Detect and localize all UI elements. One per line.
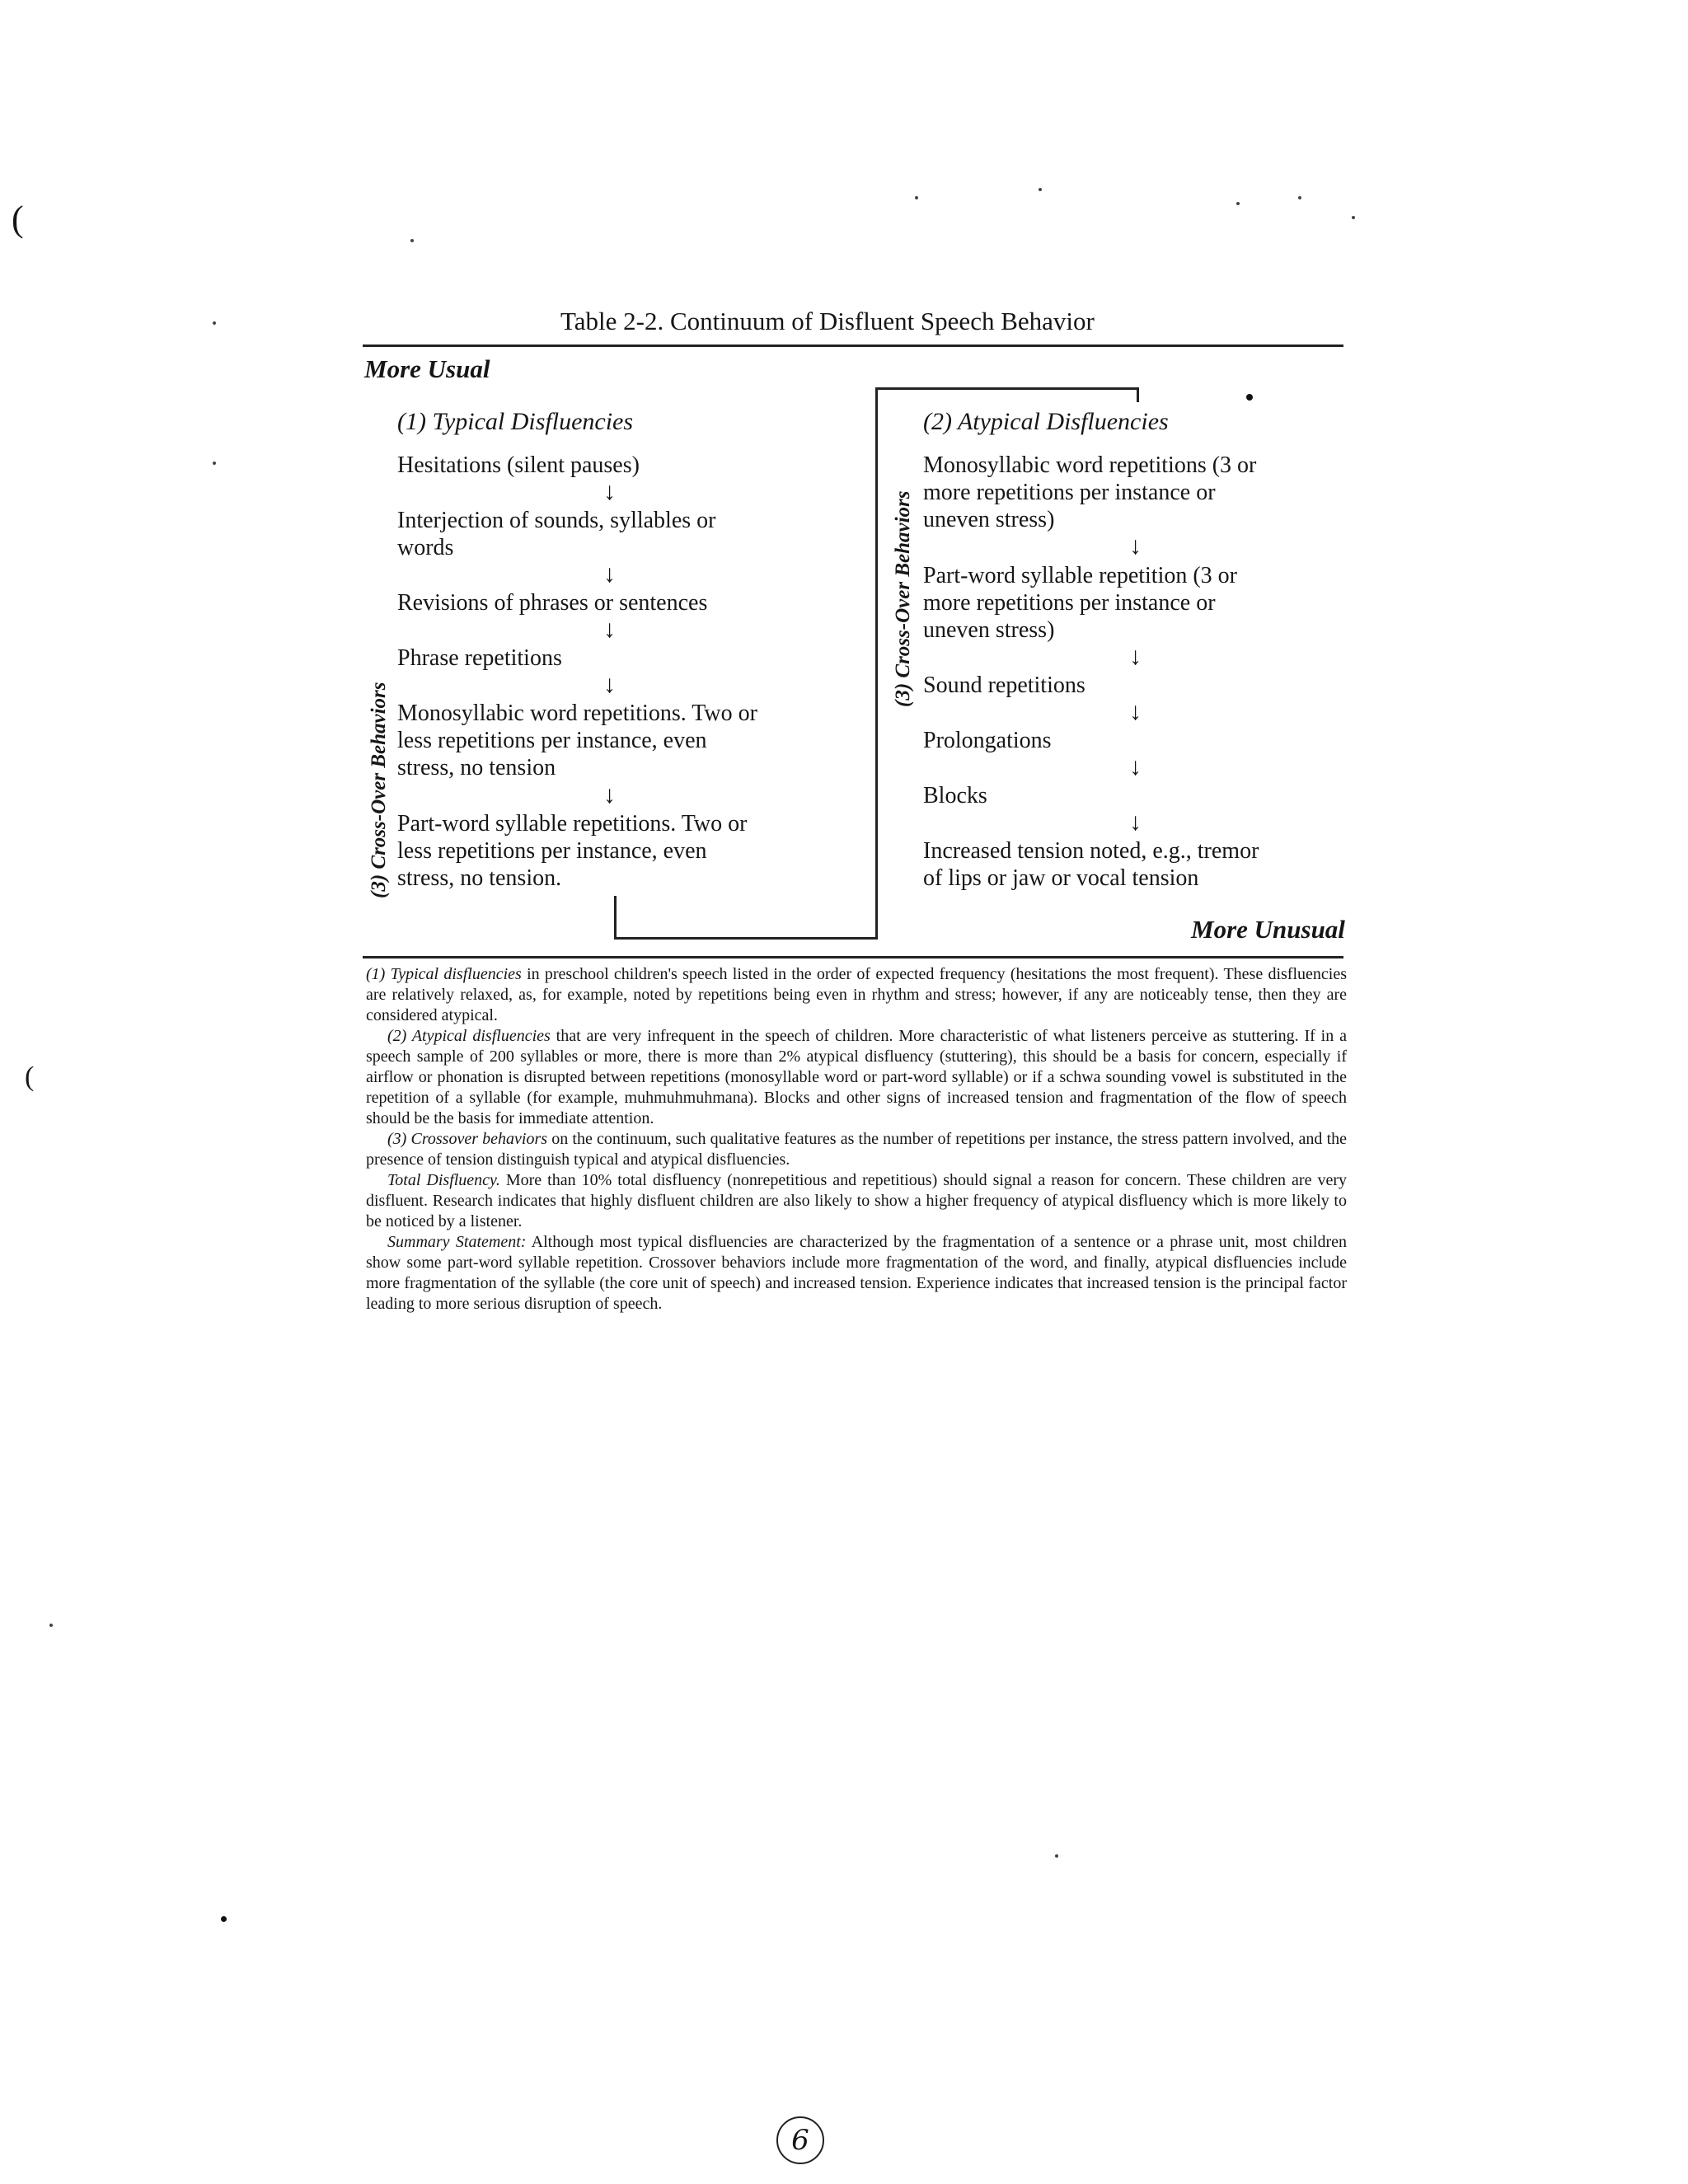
down-arrow: ↓ bbox=[1129, 753, 1142, 780]
left-item: Hesitations (silent pauses) bbox=[397, 452, 640, 478]
note-total bbox=[366, 1170, 1347, 1232]
left-item: less repetitions per instance, even bbox=[397, 728, 707, 753]
down-arrow: ↓ bbox=[1129, 808, 1142, 836]
more-unusual-label: More Unusual bbox=[1191, 915, 1345, 944]
note-text: More than 10% total disfluency (nonrepetitious and repetitious) should signal a reason for concern. These children are very disfluent. Research indicates that highly disfluent children are also likely to show a higher frequency of atypical disfluency which is more likely to be noticed by a listener. bbox=[366, 1171, 1347, 1230]
right-item: uneven stress) bbox=[923, 617, 1055, 643]
right-item: Prolongations bbox=[923, 728, 1052, 753]
margin-mark: ( bbox=[25, 1062, 35, 1092]
down-arrow: ↓ bbox=[603, 616, 616, 643]
box-bottom-tick bbox=[614, 896, 617, 940]
notes-rule bbox=[363, 956, 1343, 958]
note-atypical bbox=[366, 1026, 1347, 1129]
down-arrow: ↓ bbox=[603, 781, 616, 808]
note-label: (1) Typical disfluencies bbox=[366, 965, 522, 983]
note-label: Total Disfluency. bbox=[387, 1171, 500, 1189]
box-bottom-line bbox=[614, 937, 878, 940]
note-label: Summary Statement: bbox=[387, 1233, 527, 1251]
left-item: less repetitions per instance, even bbox=[397, 838, 707, 864]
note-crossover bbox=[366, 1129, 1347, 1170]
page-number: 6 bbox=[776, 2116, 824, 2164]
left-item: words bbox=[397, 535, 454, 560]
left-crossover-label: (3) Cross-Over Behaviors bbox=[368, 682, 390, 898]
note-text: that are very infrequent in the speech of children. More characteristic of what listeners perceive as stuttering. If in a speech sample of 200 syllables or more, there is more than 2% atypical disfluency (stuttering), this should be a basis for concern, especially if airflow or phonation is disrupted between repetitions (monosyllable word or part-word syllable) or if a schwa sounding vowel is substituted in the repetition of a syllable (for example, muhmuhmuhmana). Blocks and other signs of increased tension and fragmentation of the flow of speech should be the basis for immediate attention. bbox=[366, 1027, 1347, 1127]
right-item: Monosyllabic word repetitions (3 or bbox=[923, 452, 1257, 478]
note-text: on the continuum, such qualitative features as the number of repetitions per instance, the stress pattern involved, and the presence of tension distinguish typical and atypical disfluencies. bbox=[366, 1130, 1347, 1169]
down-arrow: ↓ bbox=[603, 560, 616, 588]
box-left-line bbox=[875, 387, 878, 940]
note-typical bbox=[366, 964, 1347, 1026]
margin-mark: ( bbox=[12, 199, 24, 239]
left-item: Revisions of phrases or sentences bbox=[397, 590, 708, 616]
typical-heading: (1) Typical Disfluencies bbox=[397, 408, 634, 435]
down-arrow: ↓ bbox=[1129, 643, 1142, 670]
right-item: Part-word syllable repetition (3 or bbox=[923, 563, 1238, 588]
down-arrow: ↓ bbox=[1129, 532, 1142, 560]
more-usual-label: More Usual bbox=[364, 354, 490, 383]
atypical-heading: (2) Atypical Disfluencies bbox=[923, 408, 1169, 435]
note-label: (3) Crossover behaviors bbox=[387, 1130, 548, 1148]
right-item: Sound repetitions bbox=[923, 673, 1085, 698]
table-notes bbox=[366, 964, 1347, 1315]
table-title: Table 2-2. Continuum of Disfluent Speech Behavior bbox=[560, 307, 1095, 335]
note-text: Although most typical disfluencies are characterized by the fragmentation of a sentence or a phrase unit, most children show some part-word syllable repetition. Crossover behaviors include more fragmentation of the word, and finally, atypical disfluencies include more fragmentation of the syllable (the core unit of speech) and increased tension. Experience indicates that increased tension is the principal factor leading to more serious disruption of speech. bbox=[366, 1233, 1348, 1313]
down-arrow: ↓ bbox=[603, 671, 616, 698]
right-item: of lips or jaw or vocal tension bbox=[923, 865, 1199, 891]
left-item: Interjection of sounds, syllables or bbox=[397, 508, 716, 533]
left-item: Monosyllabic word repetitions. Two or bbox=[397, 701, 757, 726]
note-text: in preschool children's speech listed in the order of expected frequency (hesitations the most frequent). These disfluencies are relatively relaxed, as, for example, noted by repetitions being even in rhythm and stress; however, if any are noticeably tense, then they are considered atypical. bbox=[366, 965, 1347, 1024]
right-item: more repetitions per instance or bbox=[923, 590, 1216, 616]
right-item: more repetitions per instance or bbox=[923, 480, 1216, 505]
left-item: Phrase repetitions bbox=[397, 645, 562, 671]
box-top-tick bbox=[1137, 387, 1139, 402]
left-item: stress, no tension. bbox=[397, 865, 562, 891]
left-item: Part-word syllable repetitions. Two or bbox=[397, 811, 748, 837]
right-item: uneven stress) bbox=[923, 507, 1055, 532]
right-item: Increased tension noted, e.g., tremor bbox=[923, 838, 1259, 864]
top-rule bbox=[363, 344, 1343, 347]
note-summary bbox=[366, 1232, 1347, 1315]
down-arrow: ↓ bbox=[1129, 698, 1142, 725]
left-item: stress, no tension bbox=[397, 755, 556, 780]
right-item: Blocks bbox=[923, 783, 987, 808]
note-label: (2) Atypical disfluencies bbox=[387, 1027, 551, 1045]
right-crossover-label: (3) Cross-Over Behaviors bbox=[892, 490, 914, 707]
box-top-line bbox=[875, 387, 1139, 390]
down-arrow: ↓ bbox=[603, 478, 616, 505]
